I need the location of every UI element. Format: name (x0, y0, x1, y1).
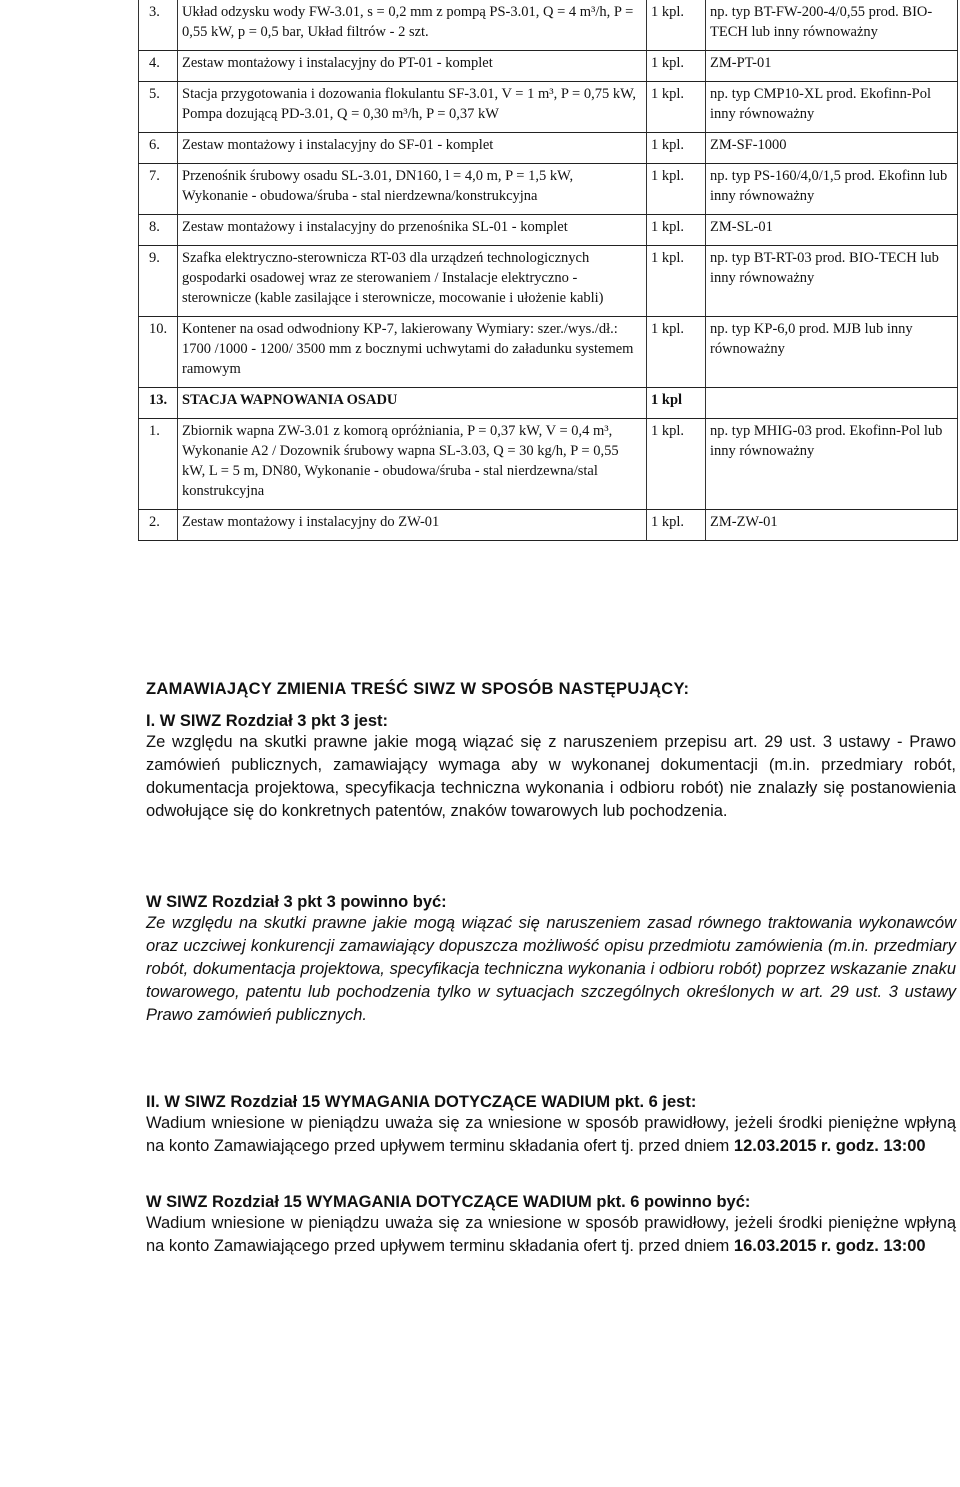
row-description: Zbiornik wapna ZW-3.01 z komorą opróżniania, P = 0,37 kW, V = 0,4 m³, Wykonanie A2 / Dozownik śrubowy wapna SL-3.03, Q = 30 kg/h, P = 0,55 kW, L = 5 m, DN80, Wykonanie - obudowa/śruba - stal nierdzewna/stal konstrukcyjna (178, 419, 647, 510)
table-row (139, 133, 958, 164)
row-number: 2. (139, 510, 178, 541)
row-reference: ZM-SL-01 (706, 215, 958, 246)
row-quantity: 1 kpl. (647, 246, 706, 317)
row-reference: np. typ KP-6,0 prod. MJB lub inny równoważny (706, 317, 958, 388)
amendment-title: ZAMAWIAJĄCY ZMIENIA TREŚĆ SIWZ W SPOSÓB NASTĘPUJĄCY: (146, 680, 690, 698)
row-reference: ZM-SF-1000 (706, 133, 958, 164)
row-description: Przenośnik śrubowy osadu SL-3.01, DN160, l = 4,0 m, P = 1,5 kW, Wykonanie - obudowa/śruba - stal nierdzewna/konstrukcyjna (178, 164, 647, 215)
row-reference: np. typ BT-FW-200-4/0,55 prod. BIO-TECH lub inny równoważny (706, 0, 958, 51)
row-quantity: 1 kpl. (647, 419, 706, 510)
section-2 (146, 893, 956, 1027)
section-4 (146, 1193, 956, 1258)
table-row (139, 317, 958, 388)
section-heading: II. W SIWZ Rozdział 15 WYMAGANIA DOTYCZĄCE WADIUM pkt. 6 jest: (146, 1093, 697, 1111)
row-quantity: 1 kpl. (647, 51, 706, 82)
section-heading: I. W SIWZ Rozdział 3 pkt 3 jest: (146, 712, 389, 730)
section-body: Wadium wniesione w pieniądzu uważa się za wniesione w sposób prawidłowy, jeżeli środki pieniężne wpłyną na konto Zamawiającego przed upływem terminu składania ofert tj. przed dniem (146, 1114, 956, 1155)
table-row (139, 215, 958, 246)
deadline-date: 16.03.2015 r. godz. 13:00 (733, 1237, 926, 1255)
section-3 (146, 1093, 956, 1158)
row-description: Zestaw montażowy i instalacyjny do ZW-01 (178, 510, 647, 541)
row-description: Kontener na osad odwodniony KP-7, lakierowany Wymiary: szer./wys./dł.: 1700 /1000 - 1200/ 3500 mm z bocznymi uchwytami do załadunku systemem ramowym (178, 317, 647, 388)
section-text: Ze względu na skutki prawne jakie mogą wiązać się z naruszeniem przepisu art. 29 ust. 3 ustawy - Prawo zamówień publicznych, zamawiający wymaga aby w wykonanej dokumentacji (m.in. przedmiary robót, dokumentacja projektowa, specyfikacja techniczna wykonania i odbioru robót) nie znalazły się postanowienia odwołujące się do konkretnych patentów, znaków towarowych lub pochodzenia. (146, 733, 956, 820)
row-number: 5. (139, 82, 178, 133)
row-reference (706, 388, 958, 419)
section-1 (146, 712, 956, 823)
row-quantity: 1 kpl. (647, 82, 706, 133)
row-number: 3. (139, 0, 178, 51)
row-number: 8. (139, 215, 178, 246)
row-description: Zestaw montażowy i instalacyjny do SF-01 - komplet (178, 133, 647, 164)
row-reference: np. typ PS-160/4,0/1,5 prod. Ekofinn lub inny równoważny (706, 164, 958, 215)
row-number: 1. (139, 419, 178, 510)
row-quantity: 1 kpl. (647, 133, 706, 164)
table-row (139, 82, 958, 133)
table-row (139, 419, 958, 510)
section-text: Ze względu na skutki prawne jakie mogą wiązać się naruszeniem zasad równego traktowania wykonawców oraz uczciwej konkurencji zamawiający dopuszcza możliwość opisu przedmiotu zamówienia (m.in. przedmiary robót, dokumentacja projektowa, specyfikacja techniczna wykonania i odbioru robót) poprzez wskazanie znaku towarowego, patentu lub pochodzenia tylko w sytuacjach szczególnych określonych w art. 29 ust. 3 ustawy Prawo zamówień publicznych. (146, 914, 956, 1024)
row-reference: np. typ MHIG-03 prod. Ekofinn-Pol lub inny równoważny (706, 419, 958, 510)
section-heading: W SIWZ Rozdział 15 WYMAGANIA DOTYCZĄCE WADIUM pkt. 6 powinno być: (146, 1193, 751, 1211)
row-number: 10. (139, 317, 178, 388)
row-description: Szafka elektryczno-sterownicza RT-03 dla urządzeń technologicznych gospodarki osadowej wraz ze sterowaniem / Instalacje elektryczno - sterownicze (kable zasilające i sterownicze, mocowanie i ułożenie kabli) (178, 246, 647, 317)
row-quantity: 1 kpl. (647, 215, 706, 246)
section-body: Wadium wniesione w pieniądzu uważa się za wniesione w sposób prawidłowy, jeżeli środki pieniężne wpłyną na konto Zamawiającego przed upływem terminu składania ofert tj. przed dniem (146, 1214, 956, 1255)
row-quantity: 1 kpl (647, 388, 706, 419)
table-row (139, 51, 958, 82)
row-quantity: 1 kpl. (647, 510, 706, 541)
row-quantity: 1 kpl. (647, 0, 706, 51)
table-row (139, 510, 958, 541)
row-description: Zestaw montażowy i instalacyjny do PT-01 - komplet (178, 51, 647, 82)
section-text (146, 1212, 956, 1258)
row-description: Stacja przygotowania i dozowania flokulantu SF-3.01, V = 1 m³, P = 0,75 kW, Pompa dozującą PD-3.01, Q = 0,30 m³/h, P = 0,37 kW (178, 82, 647, 133)
row-quantity: 1 kpl. (647, 164, 706, 215)
equipment-table (138, 0, 958, 541)
deadline-date: 12.03.2015 r. godz. 13:00 (733, 1137, 926, 1155)
row-reference: np. typ CMP10-XL prod. Ekofinn-Pol inny równoważny (706, 82, 958, 133)
row-reference: np. typ BT-RT-03 prod. BIO-TECH lub inny równoważny (706, 246, 958, 317)
row-number: 13. (139, 388, 178, 419)
row-reference: ZM-PT-01 (706, 51, 958, 82)
row-description: Układ odzysku wody FW-3.01, s = 0,2 mm z pompą PS-3.01, Q = 4 m³/h, P = 0,55 kW, p = 0,5 bar, Układ filtrów - 2 szt. (178, 0, 647, 51)
section-heading: W SIWZ Rozdział 3 pkt 3 powinno być: (146, 893, 447, 911)
row-description: STACJA WAPNOWANIA OSADU (178, 388, 647, 419)
row-number: 6. (139, 133, 178, 164)
section-text (146, 1112, 956, 1158)
row-number: 4. (139, 51, 178, 82)
table-row (139, 164, 958, 215)
table-row-section (139, 388, 958, 419)
row-description: Zestaw montażowy i instalacyjny do przenośnika SL-01 - komplet (178, 215, 647, 246)
row-number: 7. (139, 164, 178, 215)
row-quantity: 1 kpl. (647, 317, 706, 388)
row-reference: ZM-ZW-01 (706, 510, 958, 541)
table-row (139, 0, 958, 51)
table-row (139, 246, 958, 317)
row-number: 9. (139, 246, 178, 317)
